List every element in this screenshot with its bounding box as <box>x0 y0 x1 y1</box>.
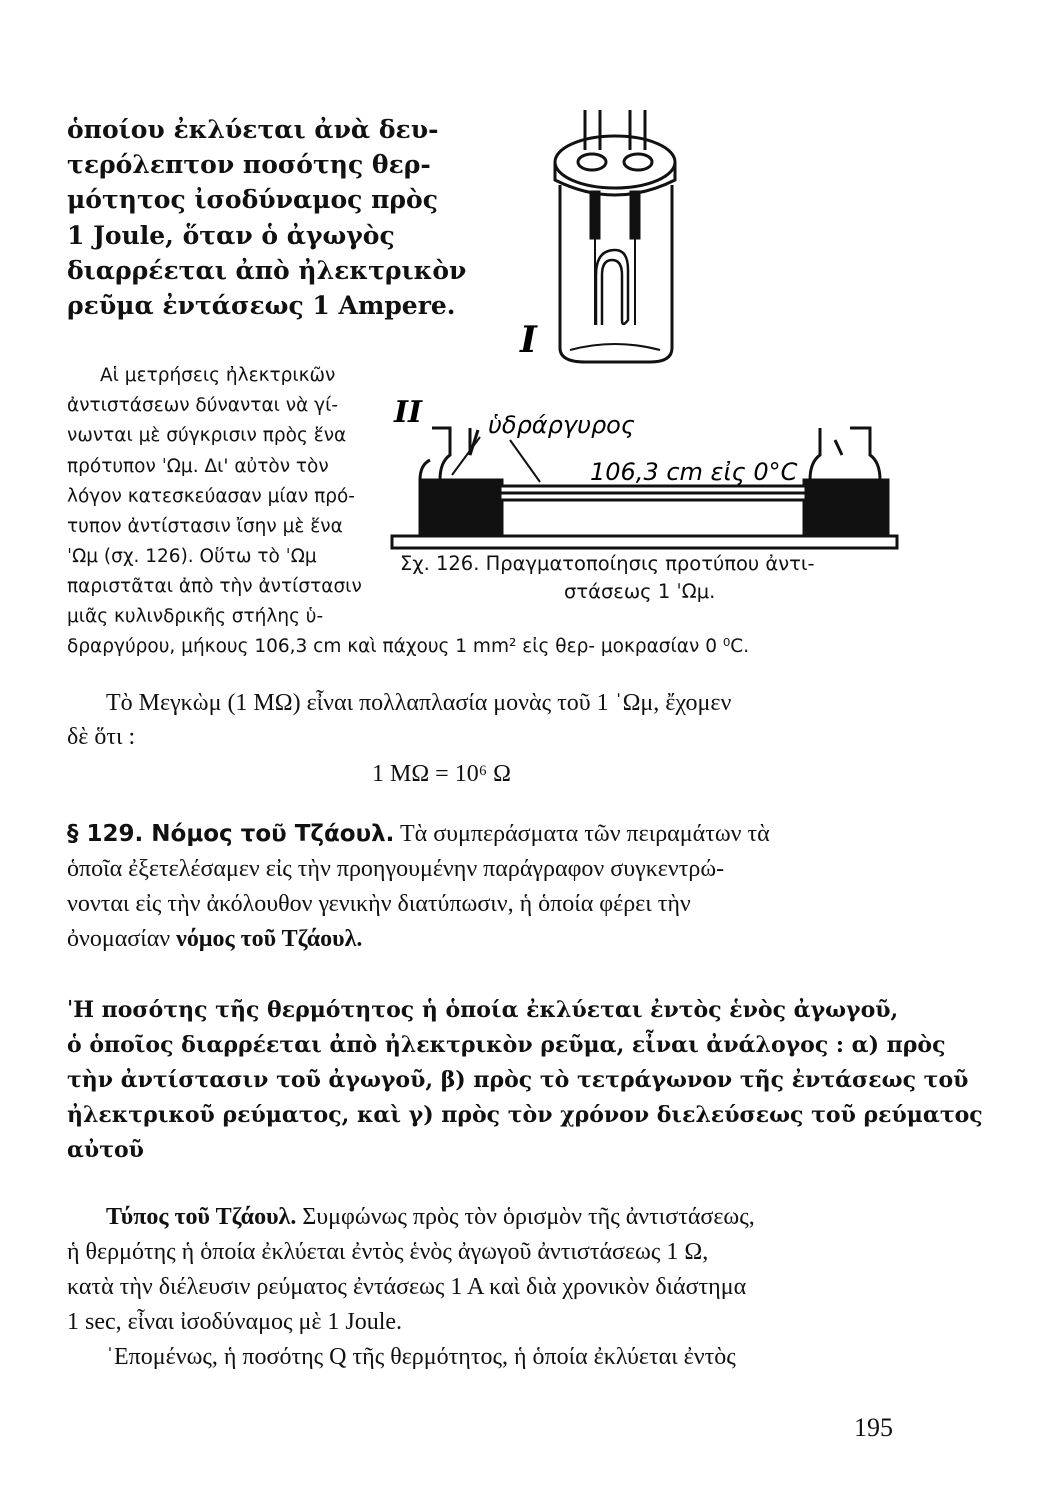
text-line: 1 Joule, ὅταν ὁ ἀγωγὸς <box>67 221 395 250</box>
text-line: αὐτοῦ <box>67 1137 144 1163</box>
figure-caption-line2: στάσεως 1 ˈΩμ. <box>564 580 716 603</box>
section-129-line1 <box>67 817 770 852</box>
figure-caption-line1: Σχ. 126. Πραγματοποίησις προτύπου ἀντι- <box>400 552 815 575</box>
text-line: νωνται μὲ σύγκρισιν πρὸς ἕνα <box>67 425 347 446</box>
page-number: 195 <box>854 1413 893 1442</box>
text-span: Συμφώνως πρὸς τὸν ὁρισμὸν τῆς ἀντιστάσεως, <box>302 1204 755 1230</box>
text-line: ἀντιστάσεων δύνανται νὰ γί- <box>67 395 339 416</box>
text-line: δὲ ὅτι : <box>67 724 136 750</box>
apparatus-II <box>392 428 897 548</box>
text-span: ὀνομασίαν <box>67 926 171 952</box>
text-line: Τὸ Μεγκὼμ (1 ΜΩ) εἶναι πολλαπλασία μονὰς τοῦ 1 ˈΩμ, ἔχομεν <box>106 690 732 716</box>
section-129-line4 <box>67 922 362 957</box>
text-line: ὁποῖα ἐξετελέσαμεν εἰς τὴν προηγουμένην παράγραφον συγκεντρώ- <box>67 856 725 882</box>
label-I: I <box>520 319 537 361</box>
text-line: ἠλεκτρικοῦ ρεύματος, καὶ γ) πρὸς τὸν χρόνον διελεύσεως τοῦ ρεύματος <box>67 1102 983 1128</box>
text-line: λόγον κατεσκεύασαν μίαν πρό- <box>67 486 355 507</box>
text-line: ˈΕπομένως, ἡ ποσότης Q τῆς θερμότητος, ἡ ὁποία ἐκλύεται ἐντὸς <box>106 1344 736 1370</box>
text-line: μιᾶς κυλινδρικῆς στήλης ὑ- <box>67 606 324 627</box>
text-line: δραργύρου, μήκους 106,3 cm καὶ πάχους 1 mm² εἰς θερ- μοκρασίαν 0 ⁰C. <box>67 636 750 657</box>
subheading: Τύπος τοῦ Τζάουλ. <box>106 1204 297 1230</box>
text-line: ρεῦμα ἐντάσεως 1 Ampere. <box>67 291 456 320</box>
text-line: ὁποίου ἐκλύεται ἀνὰ δευ- <box>67 115 439 144</box>
text-line: 1 sec, εἶναι ἰσοδύναμος μὲ 1 Joule. <box>67 1309 403 1335</box>
text-line: ἡ θερμότης ἡ ὁποία ἐκλύεται ἐντὸς ἑνὸς ἀγωγοῦ ἀντιστάσεως 1 Ω, <box>67 1239 709 1265</box>
law-name: νόμος τοῦ Τζάουλ. <box>176 926 363 952</box>
text-line: ὁ ὁποῖος διαρρέεται ἀπὸ ἠλεκτρικὸν ρεῦμα, εἶναι ἀνάλογος : α) πρὸς <box>67 1032 946 1058</box>
section-heading: § 129. Νόμος τοῦ Τζάουλ. <box>67 821 395 847</box>
text-line: Αἱ μετρήσεις ἠλεκτρικῶν <box>100 365 336 386</box>
text-line: ˈΩμ (σχ. 126). Οὕτω τὸ ˈΩμ <box>67 546 317 567</box>
text-line: ˈΗ ποσότης τῆς θερμότητος ἡ ὁποία ἐκλύεται ἐντὸς ἑνὸς ἀγωγοῦ, <box>67 997 899 1023</box>
label-II: II <box>394 395 423 430</box>
text-line: κατὰ τὴν διέλευσιν ρεύματος ἐντάσεως 1 Α καὶ διὰ χρονικὸν διάστημα <box>67 1274 747 1300</box>
joule-line1 <box>106 1200 755 1235</box>
text-line: διαρρέεται ἀπὸ ἠλεκτρικὸν <box>67 256 467 285</box>
text-line: τυπον ἀντίστασιν ἴσην μὲ ἕνα <box>67 516 343 537</box>
megohm-equation: 1 ΜΩ = 10⁶ Ω <box>372 761 511 787</box>
vessel-I <box>555 110 675 362</box>
length-label: 106,3 cm εἰς 0°C <box>590 458 798 486</box>
text-line: παριστᾶται ἀπὸ τὴν ἀντίστασιν <box>67 576 362 597</box>
mercury-label: ὑδράργυρος <box>488 411 635 439</box>
text-line: τερόλεπτον ποσότης θερ- <box>67 150 431 179</box>
figure-126-standard-ohm <box>380 110 900 580</box>
text-span: Τὰ συμπεράσματα τῶν πειραμάτων τὰ <box>399 821 770 847</box>
text-line: νονται εἰς τὴν ἀκόλουθον γενικὴν διατύπωσιν, ἡ ὁποία φέρει τὴν <box>67 891 691 917</box>
text-line: τὴν ἀντίστασιν τοῦ ἀγωγοῦ, β) πρὸς τὸ τετράγωνον τῆς ἐντάσεως τοῦ <box>67 1067 969 1093</box>
text-line: πρότυπον ˈΩμ. Δι' αὐτὸν τὸν <box>67 456 329 477</box>
text-line: μότητος ἰσοδύναμος πρὸς <box>67 185 438 214</box>
